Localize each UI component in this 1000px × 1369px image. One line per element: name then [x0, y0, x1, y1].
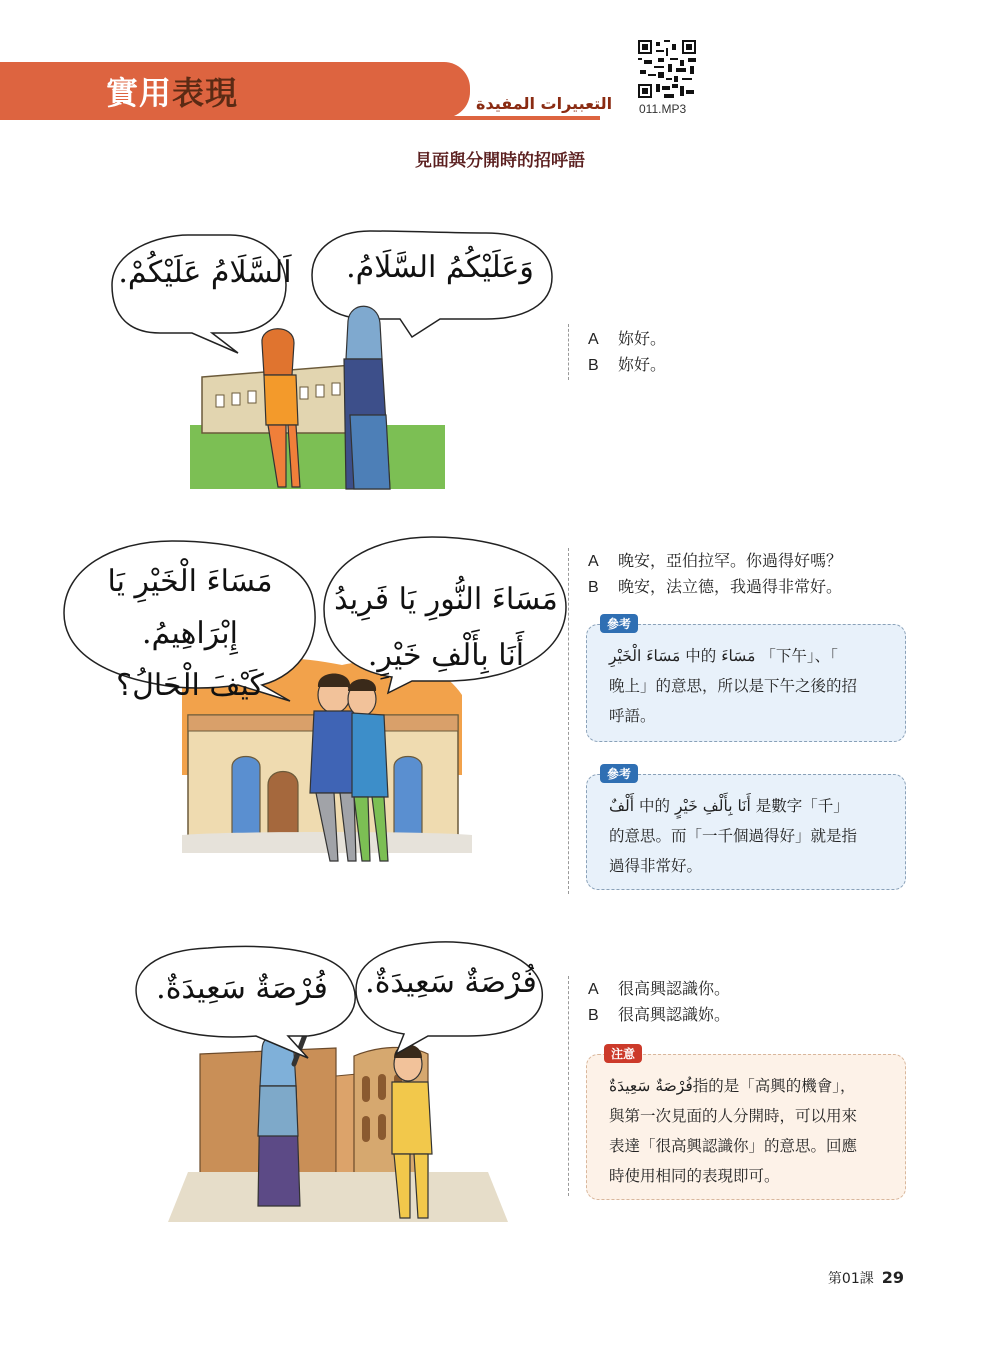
header-underline — [0, 116, 600, 120]
dialogue-line-a: A 晚安，亞伯拉罕。你過得好嗎？ — [588, 551, 843, 570]
dialogue-line-b: B 晚安，法立德，我過得非常好。 — [588, 577, 843, 596]
divider-line — [568, 324, 569, 380]
page-title: 實用表現 — [106, 74, 239, 112]
page-number: 29 — [881, 1268, 904, 1287]
section-subtitle: 見面與分開時的招呼語 — [415, 151, 585, 171]
bubble-left-text: فُرْصَةٌ سَعِيدَةٌ. — [156, 971, 328, 1006]
reference-tag: 參考 — [600, 764, 638, 783]
note-line-3: 過得非常好。 — [609, 857, 703, 875]
note-line-2: 與第一次見面的人分開時，可以用來 — [609, 1107, 858, 1125]
caution-note — [586, 1054, 906, 1200]
arabic-subtitle: التعبيرات المفيدة — [476, 94, 613, 113]
lesson-label: 第01課 — [827, 1271, 874, 1287]
dialogue-line-b: B 妳好。 — [588, 355, 667, 374]
dialogue-line-a: A 很高興認識你。 — [588, 979, 731, 998]
bubble-left-line-1: مَسَاءَ الْخَيْرِ يَا — [107, 564, 273, 599]
note-line-3: 表達「很高興認識你」的意思。回應 — [609, 1137, 858, 1155]
qr-code-icon[interactable] — [638, 40, 696, 98]
bubble-right-text — [326, 572, 566, 684]
bubble-right-text: وَعَلَيْكُمُ السَّلَامُ. — [346, 250, 534, 285]
bubble-left-line-2: إِبْرَاهِيمُ. — [142, 616, 238, 651]
note-line-2: 晚上」的意思，所以是下午之後的招 — [609, 677, 858, 695]
bubble-left-text — [80, 556, 300, 712]
note-line-1: أَلْفٌ 中的 أَنَا بِأَلْفِ خَيْرٍ 是數字「千」 — [609, 797, 849, 815]
note-line-4: 時使用相同的表現即可。 — [609, 1167, 780, 1185]
reference-tag: 參考 — [600, 614, 638, 633]
caution-tag: 注意 — [604, 1044, 642, 1063]
note-line-2: 的意思。而「一千個過得好」就是指 — [609, 827, 858, 845]
divider-line — [568, 976, 569, 1196]
dialogue-line-b: B 很高興認識妳。 — [588, 1005, 731, 1024]
dialogue-line-a: A 妳好。 — [588, 329, 667, 348]
bubble-right-text: فُرْصَةٌ سَعِيدَةٌ. — [365, 965, 537, 1000]
note-line-3: 呼語。 — [609, 707, 656, 725]
note-line-1: مَسَاءَ الْخَيْرِ 中的 مَسَاءَ 「下午」、「 — [609, 647, 838, 665]
divider-line — [568, 548, 569, 894]
audio-file-label: 011.MP3 — [639, 102, 687, 116]
bubble-left-line-3: كَيْفَ الْحَالُ؟ — [116, 668, 264, 703]
note-line-1: فُرْصَةٌ سَعِيدَةٌ指的是「高興的機會」， — [609, 1077, 856, 1095]
page-footer — [828, 1268, 904, 1288]
reference-note-2 — [586, 774, 906, 890]
bubble-left-text: اَلسَّلَامُ عَلَيْكُمْ. — [118, 255, 292, 290]
bubble-right-line-2: أَنَا بِأَلْفِ خَيْرٍ. — [367, 638, 525, 673]
bubble-right-line-1: مَسَاءَ النُّورِ يَا فَرِيدُ — [334, 582, 558, 617]
reference-note-1 — [586, 624, 906, 742]
